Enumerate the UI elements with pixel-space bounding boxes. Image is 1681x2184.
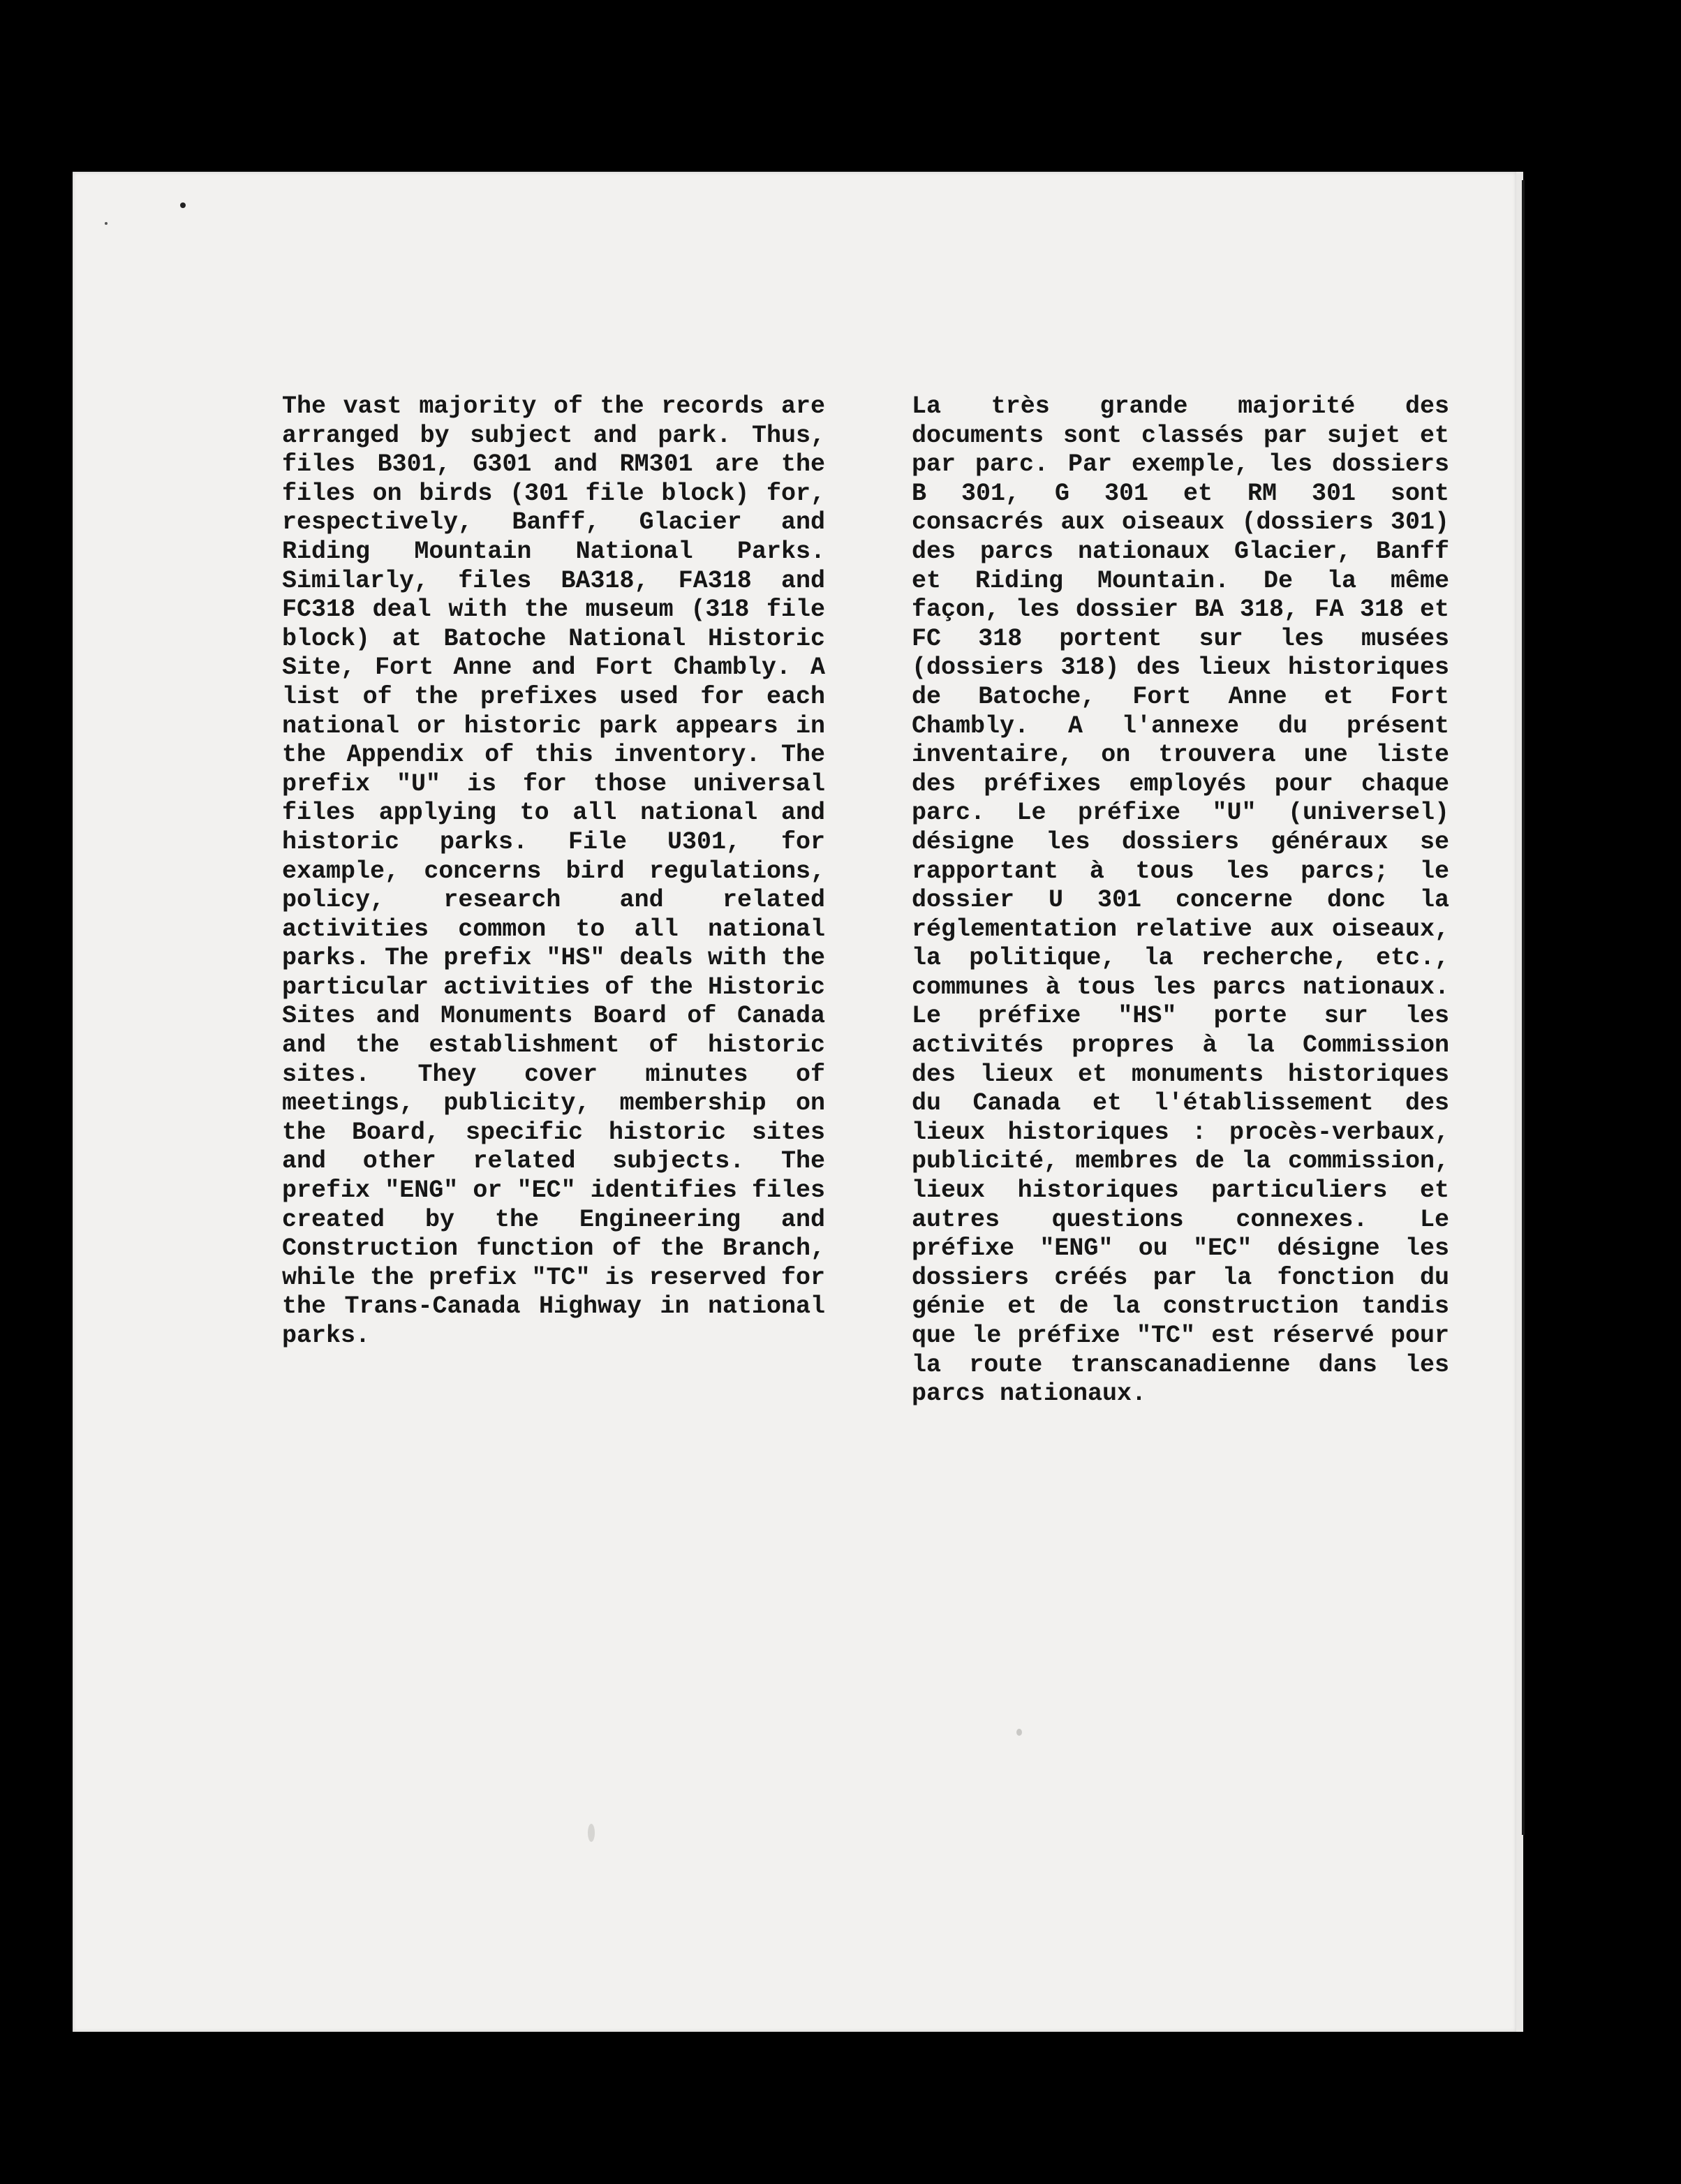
- scan-speck: [105, 222, 108, 225]
- scan-edge-line: [1522, 180, 1525, 1835]
- english-paragraph: The vast majority of the records are arranged by subject and park. Thus, files B301, G301 and RM301 are the files on birds (301 file block) for, respectively, Banff, Glacier and Riding Mountain National Parks. Similarly, files BA318, FA318 and FC318 deal with the museum (318 file block) at Batoche National Historic Site, Fort Anne and Fort Chambly. A list of the prefixes used for each national or historic park appears in the Appendix of this inventory. The prefix "U" is for those universal files applying to all national and historic parks. File U301, for example, concerns bird regulations, policy, research and related activities common to all national parks. The prefix "HS" deals with the particular activities of the Historic Sites and Monuments Board of Canada and the establishment of historic sites. They cover minutes of meetings, publicity, membership on the Board, specific historic sites and other related subjects. The prefix "ENG" or "EC" identifies files created by the Engineering and Construction function of the Branch, while the prefix "TC" is reserved for the Trans-Canada Highway in national parks.: [282, 392, 825, 1350]
- scan-speck: [180, 202, 186, 208]
- french-paragraph: La très grande majorité des documents sont classés par sujet et par parc. Par exemple, les dossiers B 301, G 301 et RM 301 sont consacrés aux oiseaux (dossiers 301) des parcs nationaux Glacier, Banff et Riding Mountain. De la même façon, les dossier BA 318, FA 318 et FC 318 portent sur les musées (dossiers 318) des lieux historiques de Batoche, Fort Anne et Fort Chambly. A l'annexe du présent inventaire, on trouvera une liste des préfixes employés pour chaque parc. Le préfixe "U" (universel) désigne les dossiers généraux se rapportant à tous les parcs; le dossier U 301 concerne donc la réglementation relative aux oiseaux, la politique, la recherche, etc., communes à tous les parcs nationaux. Le préfixe "HS" porte sur les activités propres à la Commission des lieux et monuments historiques du Canada et l'établissement des lieux historiques : procès-verbaux, publicité, membres de la commission, lieux historiques particuliers et autres questions connexes. Le préfixe "ENG" ou "EC" désigne les dossiers créés par la fonction du génie et de la construction tandis que le préfixe "TC" est réservé pour la route transcanadienne dans les parcs nationaux.: [912, 392, 1449, 1408]
- scan-speck: [588, 1824, 595, 1842]
- scan-speck: [1016, 1729, 1022, 1736]
